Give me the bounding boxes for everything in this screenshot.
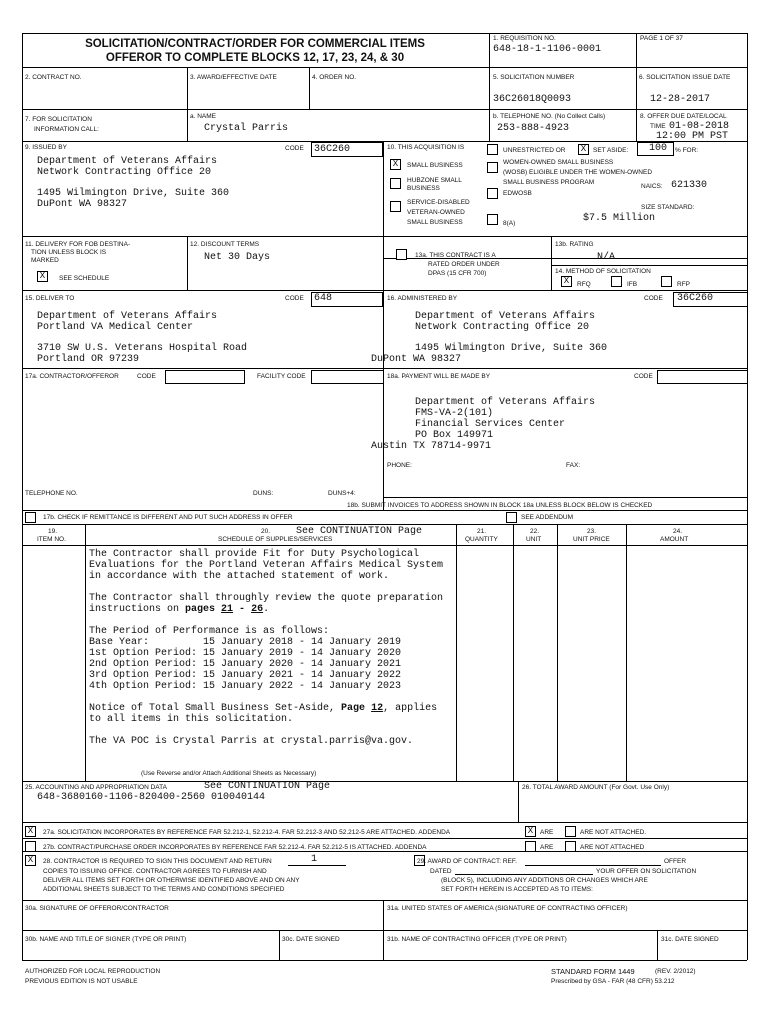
unrestricted-checkbox[interactable] <box>487 144 498 155</box>
accounting-label: 25. ACCOUNTING AND APPROPRIATION DATA <box>25 784 167 791</box>
award-29-dated: DATED <box>430 868 452 875</box>
col-unit-price-number: 23. <box>587 528 597 535</box>
size-standard-label: SIZE STANDARD: <box>641 204 695 211</box>
payment-phone-label: PHONE: <box>387 462 412 469</box>
administered-by-label: 16. ADMINISTERED BY <box>387 295 458 302</box>
ifb-checkbox[interactable] <box>611 276 622 287</box>
submit-invoices-label: 18b. SUBMIT INVOICES TO ADDRESS SHOWN IN BLOCK 18a UNLESS BLOCK BELOW IS CHECKED <box>347 502 653 509</box>
delivery-label-2: TION UNLESS BLOCK IS <box>31 249 107 256</box>
administered-by-code-label: CODE <box>644 295 663 302</box>
administered-by-line2: Network Contracting Office 20 <box>415 322 590 333</box>
sign-28-checkbox[interactable]: X <box>25 855 36 866</box>
discount-terms-label: 12. DISCOUNT TERMS <box>190 241 260 248</box>
award-29-line3: (BLOCK 5), INCLUDING ANY ADDITIONS OR CHANGES WHICH ARE <box>441 877 648 884</box>
hubzone-checkbox[interactable] <box>390 178 401 189</box>
incorp-27b-label: 27b. CONTRACT/PURCHASE ORDER INCORPORATES BY REFERENCE FAR 52.212-4. FAR 52.212-5 IS ATTACHED. ADDENDA <box>43 844 427 851</box>
footer-previous: PREVIOUS EDITION IS NOT USABLE <box>25 978 138 985</box>
size-standard-value[interactable]: $7.5 Million <box>583 213 656 224</box>
sig-30a-label: 30a. SIGNATURE OF OFFEROR/CONTRACTOR <box>25 905 169 912</box>
desc-p3-line6: 4th Option Period: 15 January 2022 - 14 January 2023 <box>89 681 402 692</box>
desc-p4-line2: to all items in this solicitation. <box>89 714 294 725</box>
rfp-checkbox[interactable] <box>661 276 672 287</box>
sig-30c-label: 30c. DATE SIGNED <box>282 936 340 943</box>
rfp-label: RFP <box>677 281 690 288</box>
deliver-to-label: 15. DELIVER TO <box>25 295 75 302</box>
issued-by-line2: Network Contracting Office 20 <box>37 167 212 178</box>
payment-line3: Financial Services Center <box>415 419 566 430</box>
requisition-label: 1. REQUISITION NO. <box>493 35 556 42</box>
copies-underline <box>288 865 346 866</box>
small-business-label: SMALL BUSINESS <box>407 162 463 169</box>
payment-code-label: CODE <box>634 373 653 380</box>
sdvosb-label-3: SMALL BUSINESS <box>407 219 463 226</box>
col-quantity-number: 21. <box>477 528 487 535</box>
see-schedule-label: SEE SCHEDULE <box>59 275 110 282</box>
incorp-27a-checkbox[interactable]: X <box>25 826 36 837</box>
payment-label: 18a. PAYMENT WILL BE MADE BY <box>387 373 491 380</box>
issued-by-code-value[interactable]: 36C260 <box>314 144 351 155</box>
col-unit-price-label: UNIT PRICE <box>573 536 610 543</box>
solicitation-number-value[interactable]: 36C26018Q0093 <box>493 94 572 105</box>
sign-28-line3: DELIVER ALL ITEMS SET FORTH OR OTHERWISE IDENTIFIED ABOVE AND ON ANY <box>43 877 300 884</box>
incorp-27a-are-label: ARE <box>540 829 554 836</box>
incorp-27a-not-label: ARE NOT ATTACHED. <box>580 829 647 836</box>
col-amount-label: AMOUNT <box>660 536 689 543</box>
desc-p3-line3: 1st Option Period: 15 January 2019 - 14 January 2020 <box>89 648 402 659</box>
delivery-label-1: 11. DELIVERY FOR FOB DESTINA- <box>25 241 131 248</box>
for-solicitation-label: 7. FOR SOLICITATION <box>25 116 92 123</box>
award-29-line4: SET FORTH HEREIN IS ACCEPTED AS TO ITEMS: <box>441 886 593 893</box>
incorp-27b-are-label: ARE <box>540 844 554 851</box>
remittance-label: 17b. CHECK IF REMITTANCE IS DIFFERENT AND PUT SUCH ADDRESS IN OFFER <box>43 514 293 521</box>
payment-line1: Department of Veterans Affairs <box>415 397 596 408</box>
set-aside-checkbox[interactable]: X <box>578 144 589 155</box>
deliver-to-line2: Portland VA Medical Center <box>37 322 194 333</box>
sdvosb-checkbox[interactable] <box>390 201 401 212</box>
incorp-27a-are-checkbox[interactable]: X <box>525 826 536 837</box>
sdvosb-label-2: VETERAN-OWNED <box>407 209 465 216</box>
desc-p3-line5: 3rd Option Period: 15 January 2021 - 14 January 2022 <box>89 670 402 681</box>
contract-no-label: 2. CONTRACT NO. <box>25 74 82 81</box>
set-aside-label: SET ASIDE: <box>593 147 629 154</box>
col-unit-label: UNIT <box>526 536 542 543</box>
set-aside-percent-value[interactable]: 100 <box>649 143 668 154</box>
rfq-label: RFQ <box>577 281 591 288</box>
telephone-no-label: TELEPHONE NO. <box>25 490 78 497</box>
wosb-label-3: SMALL BUSINESS PROGRAM <box>503 179 595 186</box>
desc-p4-line1: Notice of Total Small Business Set-Aside, Page 12, applies <box>89 703 438 714</box>
time-label: TIME <box>650 123 666 130</box>
method-label: 14. METHOD OF SOLICITATION <box>555 268 651 275</box>
award-29-line1: 29. AWARD OF CONTRACT: REF. <box>417 858 517 865</box>
col-amount-number: 24. <box>673 528 683 535</box>
info-call-label: INFORMATION CALL: <box>34 126 99 133</box>
payment-line4: PO Box 149971 <box>415 430 494 441</box>
issued-by-code-label: CODE <box>285 145 304 152</box>
duns-label: DUNS: <box>253 490 274 497</box>
schedule-description <box>89 549 454 747</box>
contact-name-value[interactable]: Crystal Parris <box>204 123 289 134</box>
telephone-value[interactable]: 253-888-4923 <box>497 123 570 134</box>
col-supplies-label: SCHEDULE OF SUPPLIES/SERVICES <box>218 536 333 543</box>
rating-label: 13b. RATING <box>555 241 594 248</box>
desc-p1-line3: in accordance with the attached statement of work. <box>89 571 390 582</box>
administered-by-line1: Department of Veterans Affairs <box>415 311 596 322</box>
ifb-label: IFB <box>627 281 638 288</box>
footer-prescribed: Prescribed by GSA - FAR (48 CFR) 53.212 <box>551 978 675 985</box>
edwosb-checkbox[interactable] <box>487 188 498 199</box>
incorp-27b-checkbox[interactable] <box>25 841 36 852</box>
offer-due-time-value[interactable]: 12:00 PM PST <box>656 131 729 142</box>
accounting-continuation: See CONTINUATION Page <box>204 781 331 792</box>
issued-by-line4: DuPont WA 98327 <box>37 199 128 210</box>
col-item-label: ITEM NO. <box>37 536 66 543</box>
see-addendum-checkbox[interactable] <box>506 512 517 523</box>
desc-p3-line4: 2nd Option Period: 15 January 2020 - 14 January 2021 <box>89 659 402 670</box>
order-no-label: 4. ORDER NO. <box>312 74 357 81</box>
form-title <box>24 37 486 65</box>
rated-order-label-2: RATED ORDER UNDER <box>428 261 500 268</box>
name-label: a. NAME <box>190 113 217 120</box>
desc-p1-line2: Evaluations for the Portland Veteran Affairs Medical System <box>89 560 444 571</box>
incorp-27b-not-checkbox[interactable] <box>565 841 576 852</box>
edwosb-label: EDWOSB <box>503 190 532 197</box>
incorp-27a-not-checkbox[interactable] <box>565 826 576 837</box>
discount-terms-value[interactable]: Net 30 Days <box>204 252 271 263</box>
award-offer-label: OFFER <box>664 858 687 865</box>
page-label: PAGE 1 OF 37 <box>640 35 683 42</box>
unrestricted-label: UNRESTRICTED OR <box>503 147 566 154</box>
total-award-label: 26. TOTAL AWARD AMOUNT (For Govt. Use Only) <box>522 784 670 791</box>
acquisition-label: 10. THIS ACQUISITION IS <box>387 144 465 151</box>
desc-p3-line2: Base Year: 15 January 2018 - 14 January 2019 <box>89 637 402 648</box>
sign-28-line1: 28. CONTRACTOR IS REQUIRED TO SIGN THIS DOCUMENT AND RETURN <box>43 858 272 865</box>
requisition-value[interactable]: 648-18-1-1106-0001 <box>493 44 602 55</box>
eight-a-label: 8(A) <box>503 220 516 227</box>
see-schedule-checkbox[interactable]: X <box>37 271 48 282</box>
hubzone-label-1: HUBZONE SMALL <box>407 177 462 184</box>
issued-by-line3: 1495 Wilmington Drive, Suite 360 <box>37 188 230 199</box>
facility-code-box[interactable] <box>311 370 384 384</box>
hubzone-label-2: BUSINESS <box>407 185 440 192</box>
deliver-to-code-value[interactable]: 648 <box>314 293 333 304</box>
contractor-label: 17a. CONTRACTOR/OFFEROR <box>25 373 119 380</box>
see-addendum-label: SEE ADDENDUM <box>521 514 574 521</box>
desc-p2-line2: instructions on pages 21 - 26. <box>89 604 270 615</box>
col-supplies-number: 20. <box>261 528 271 535</box>
incorp-27a-label: 27a. SOLICITATION INCORPORATES BY REFERENCE FAR 52.212-1, 52.212-4. FAR 52.212-3 AND 52.212-5 ARE ATTACHED. ADDENDA <box>43 829 451 836</box>
deliver-to-line3: 3710 SW U.S. Veterans Hospital Road <box>37 343 248 354</box>
rfq-checkbox[interactable]: X <box>561 276 572 287</box>
sig-30b-label: 30b. NAME AND TITLE OF SIGNER (TYPE OR PRINT) <box>25 936 187 943</box>
payment-code-box[interactable] <box>657 370 748 384</box>
footer-revision: (REV. 2/2012) <box>655 968 696 975</box>
naics-label: NAICS: <box>641 183 663 190</box>
sdvosb-label-1: SERVICE-DISABLED <box>407 199 470 206</box>
remittance-checkbox[interactable] <box>25 512 36 523</box>
rated-order-checkbox[interactable] <box>396 249 407 260</box>
award-date-label: 3. AWARD/EFFECTIVE DATE <box>190 74 277 81</box>
award-dated-underline <box>455 874 593 875</box>
footer-form-name: STANDARD FORM 1449 <box>551 967 635 976</box>
form-title-line1: SOLICITATION/CONTRACT/ORDER FOR COMMERCIAL ITEMS <box>85 38 425 50</box>
offer-due-date-value[interactable]: 01-08-2018 <box>669 121 730 132</box>
wosb-label-2: (WOSB) ELIGIBLE UNDER THE WOMEN-OWNED <box>503 169 653 176</box>
deliver-to-line4: Portland OR 97239 <box>37 354 140 365</box>
naics-value[interactable]: 621330 <box>671 180 708 191</box>
incorp-27b-not-label: ARE NOT ATTACHED <box>580 844 645 851</box>
solicitation-number-label: 5. SOLICITATION NUMBER <box>493 74 575 81</box>
incorp-27b-are-checkbox[interactable] <box>525 841 536 852</box>
sig-31c-label: 31c. DATE SIGNED <box>661 936 719 943</box>
issued-by-label: 9. ISSUED BY <box>25 144 67 151</box>
administered-by-line4: DuPont WA 98327 <box>371 354 462 365</box>
contractor-code-label: CODE <box>137 373 156 380</box>
sign-28-line4: ADDITIONAL SHEETS SUBJECT TO THE TERMS AND CONDITIONS SPECIFIED <box>43 886 285 893</box>
administered-by-code-value[interactable]: 36C260 <box>677 293 714 304</box>
rated-order-label-1: 13a. THIS CONTRACT IS A <box>415 252 496 259</box>
rating-value[interactable]: N/A <box>597 252 616 263</box>
reverse-note: (Use Reverse and/or Attach Additional Sheets as Necessary) <box>141 770 317 777</box>
issue-date-value[interactable]: 12-28-2017 <box>650 94 711 105</box>
delivery-label-3: MARKED <box>31 257 59 264</box>
footer-authorized: AUTHORIZED FOR LOCAL REPRODUCTION <box>25 968 161 975</box>
desc-p2-line1: The Contractor shall throughly review the quote preparation <box>89 593 444 604</box>
sign-28-line2: COPIES TO ISSUING OFFICE. CONTRACTOR AGREES TO FURNISH AND <box>43 868 267 875</box>
deliver-to-code-label: CODE <box>285 295 304 302</box>
issued-by-line1: Department of Veterans Affairs <box>37 156 218 167</box>
administered-by-line3: 1495 Wilmington Drive, Suite 360 <box>415 343 608 354</box>
form-title-line2: OFFEROR TO COMPLETE BLOCKS 12, 17, 23, 24, & 30 <box>105 52 405 64</box>
col-quantity-label: QUANTITY <box>465 536 498 543</box>
offer-due-label: 8. OFFER DUE DATE/LOCAL <box>640 113 727 120</box>
desc-p5: The VA POC is Crystal Parris at crystal.parris@va.gov. <box>89 736 414 747</box>
wosb-checkbox[interactable] <box>487 162 498 173</box>
accounting-value[interactable]: 648-3680160-1106-820400-2560 010040144 <box>37 792 266 803</box>
payment-line2: FMS-VA-2(101) <box>415 408 494 419</box>
copies-value[interactable]: 1 <box>311 854 318 865</box>
desc-p3-line1: The Period of Performance is as follows: <box>89 626 330 637</box>
col-unit-number: 22. <box>530 528 540 535</box>
eight-a-checkbox[interactable] <box>487 214 498 225</box>
contractor-code-box[interactable] <box>165 370 245 384</box>
duns4-label: DUNS+4: <box>328 490 356 497</box>
telephone-label: b. TELEPHONE NO. (No Collect Calls) <box>493 113 606 120</box>
payment-line5: Austin TX 78714-9971 <box>371 441 492 452</box>
col-item-number: 19. <box>48 528 58 535</box>
award-ref-underline <box>525 865 661 866</box>
issue-date-label: 6. SOLICITATION ISSUE DATE <box>639 74 731 81</box>
col-supplies-continuation: See CONTINUATION Page <box>296 526 423 537</box>
award-29-your-offer: YOUR OFFER ON SOLICITATION <box>596 868 697 875</box>
percent-for-label: % FOR: <box>675 147 699 154</box>
deliver-to-line1: Department of Veterans Affairs <box>37 311 218 322</box>
sig-31b-label: 31b. NAME OF CONTRACTING OFFICER (TYPE OR PRINT) <box>387 936 567 943</box>
rated-order-label-3: DPAS (15 CFR 700) <box>428 270 487 277</box>
sig-31a-label: 31a. UNITED STATES OF AMERICA (SIGNATURE OF CONTRACTING OFFICER) <box>387 905 628 912</box>
wosb-label-1: WOMEN-OWNED SMALL BUSINESS <box>503 159 614 166</box>
desc-p1-line1: The Contractor shall provide Fit for Duty Psychological <box>89 549 420 560</box>
facility-code-label: FACILITY CODE <box>257 373 306 380</box>
small-business-checkbox[interactable]: X <box>390 159 401 170</box>
payment-fax-label: FAX: <box>566 462 581 469</box>
